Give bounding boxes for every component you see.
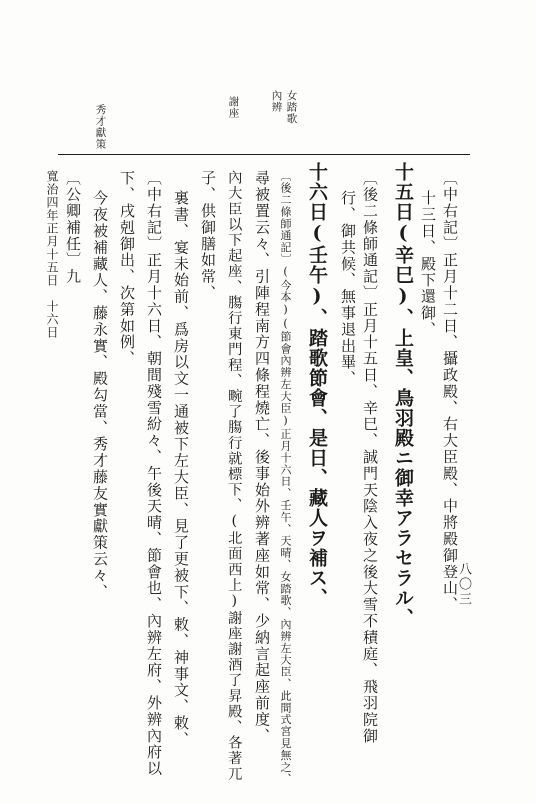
- margin-note-shaza: 謝座: [227, 96, 240, 119]
- body-line-2: 十三日、殿下還御、: [419, 190, 437, 338]
- body-line-3: 十五日(辛巳)、上皇、鳥羽殿ニ御幸アラセラル、: [392, 162, 414, 628]
- body-line-7: 〔後二條師通記〕(今本)(節會內辨左大臣)正月十六日、壬午、天晴、女踏歌、內辨左大臣、此間式宮見無之、: [278, 170, 292, 785]
- body-line-9: 內大臣以下起座、膓行東門程、畹了膓行就標下、(北面西上)謝座謝酒了昇殿、各著兀: [226, 170, 243, 782]
- body-line-1: 〔中右記〕正月十二日、攝政殿、右大臣殿、中將殿御登山、: [441, 170, 459, 613]
- footer-date: 寬治四年正月十五日 十六日: [45, 170, 59, 339]
- body-line-13: 下、戌剋御出、次第如例、: [118, 170, 136, 367]
- margin-note-tokaka: 女踏歌: [285, 90, 298, 125]
- body-line-5: 行、御共候、無事退出畢、: [339, 190, 357, 387]
- body-line-12: 〔中右記〕正月十六日、朝間殘雪紛々、午後天晴、節會也、內辨左府、外辨內府以: [145, 170, 163, 777]
- body-line-8: 尋被置云々、引陣程南方四條程燒亡、後事始外辨著座如常、少納言起座前度、: [253, 170, 271, 744]
- margin-note-shusai: 秀才獻策: [94, 104, 107, 150]
- body-line-11: 裏書、宴未始前、爲房以文一通被下左大臣、見了更被下、敕、神事文、敕、: [172, 190, 190, 748]
- body-line-4: 〔後二條師通記〕正月十五日、辛巳、誠門天陰入夜之後大雪不積庭、飛羽院御: [361, 170, 379, 744]
- page-number: 八〇三: [456, 562, 471, 607]
- body-line-6: 十六日(壬午)、踏歌節會、是日、藏人ヲ補ス、: [306, 162, 328, 608]
- body-line-14: 今夜被補藏人、藤永實、殿勾當、秀才藤友實獻策云々、: [91, 190, 109, 600]
- body-line-10: 子、供御膳如常、: [199, 170, 217, 302]
- header-rule: [58, 154, 470, 155]
- margin-note-naiben: 內辨: [270, 90, 283, 113]
- body-line-15: 〔公卿補任〕九: [64, 170, 82, 285]
